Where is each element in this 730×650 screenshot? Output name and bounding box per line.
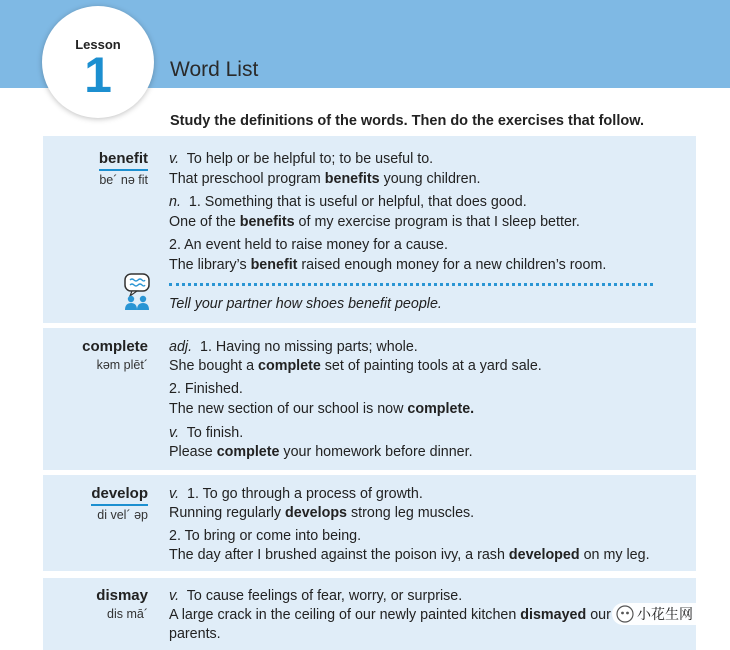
part-of-speech: v.: [169, 151, 180, 167]
example: Please complete your homework before dinner.: [169, 444, 473, 460]
definition-text: To cause feelings of fear, worry, or surprise.: [186, 588, 463, 604]
headword: develop: [91, 485, 148, 506]
headword-block: [82, 338, 148, 372]
page-title: Word List: [170, 58, 259, 81]
definition: [169, 485, 423, 503]
entry-card-benefit: [43, 136, 696, 323]
example: That preschool program benefits young children.: [169, 171, 481, 187]
entry-card-dismay: [43, 578, 696, 650]
lesson-number: 1: [84, 47, 112, 103]
entry-card-complete: [43, 328, 696, 470]
lesson-label: Lesson: [75, 37, 121, 52]
definition-text: To finish.: [186, 425, 244, 441]
definition-text: 1. To go through a process of growth.: [187, 486, 423, 502]
definition: [169, 193, 527, 211]
pronunciation: kəm plēt´: [96, 358, 148, 372]
example: One of the benefits of my exercise program is that I sleep better.: [169, 214, 580, 230]
definition: [169, 527, 361, 545]
definition-text: 2. To bring or come into being.: [169, 528, 362, 544]
headword: dismay: [96, 587, 148, 604]
headword: complete: [82, 338, 148, 355]
definition: [169, 380, 243, 398]
example-continued: parents.: [169, 626, 221, 642]
definition: [169, 150, 433, 168]
definition-text: 1. Having no missing parts; whole.: [200, 339, 418, 355]
part-of-speech: v.: [169, 425, 180, 441]
part-of-speech: v.: [169, 486, 180, 502]
pronunciation: be´ nə fit: [99, 173, 148, 187]
entry-card-develop: [43, 475, 696, 571]
part-of-speech: v.: [169, 588, 180, 604]
definition-text: 2. An event held to raise money for a cause.: [169, 237, 448, 253]
example: The day after I brushed against the poison ivy, a rash developed on my leg.: [169, 547, 650, 563]
example: She bought a complete set of painting tools at a yard sale.: [169, 358, 542, 374]
headword-block: [96, 587, 148, 621]
definition-text: 2. Finished.: [169, 381, 243, 397]
headword-block: [99, 150, 148, 187]
watermark: [612, 603, 730, 625]
part-of-speech: n.: [169, 194, 181, 210]
partner-talk-icon: [121, 273, 153, 311]
pronunciation: di vel´ əp: [97, 508, 148, 522]
part-of-speech: adj.: [169, 339, 193, 355]
lesson-badge: [42, 6, 154, 118]
headword-block: [91, 485, 148, 522]
dotted-divider: [169, 283, 653, 286]
example: Running regularly develops strong leg muscles.: [169, 505, 475, 521]
definition-text: 1. Something that is useful or helpful, that does good.: [188, 194, 527, 210]
definition-text: To help or be helpful to; to be useful to.: [186, 151, 434, 167]
example: The new section of our school is now complete.: [169, 401, 475, 417]
example: The library’s benefit raised enough money for a new children’s room.: [169, 257, 607, 273]
definition: [169, 338, 418, 356]
partner-prompt: Tell your partner how shoes benefit people.: [169, 296, 442, 312]
example: A large crack in the ceiling of our newly painted kitchen dismayed our: [169, 607, 611, 623]
definition: [169, 424, 243, 442]
instructions: Study the definitions of the words. Then do the exercises that follow.: [170, 113, 644, 129]
pronunciation: dis mā´: [107, 607, 148, 621]
definition: [169, 587, 462, 605]
watermark-logo-icon: [616, 605, 634, 623]
watermark-text: 小花生网: [637, 606, 693, 622]
definition: [169, 236, 448, 254]
headword: benefit: [99, 150, 148, 171]
